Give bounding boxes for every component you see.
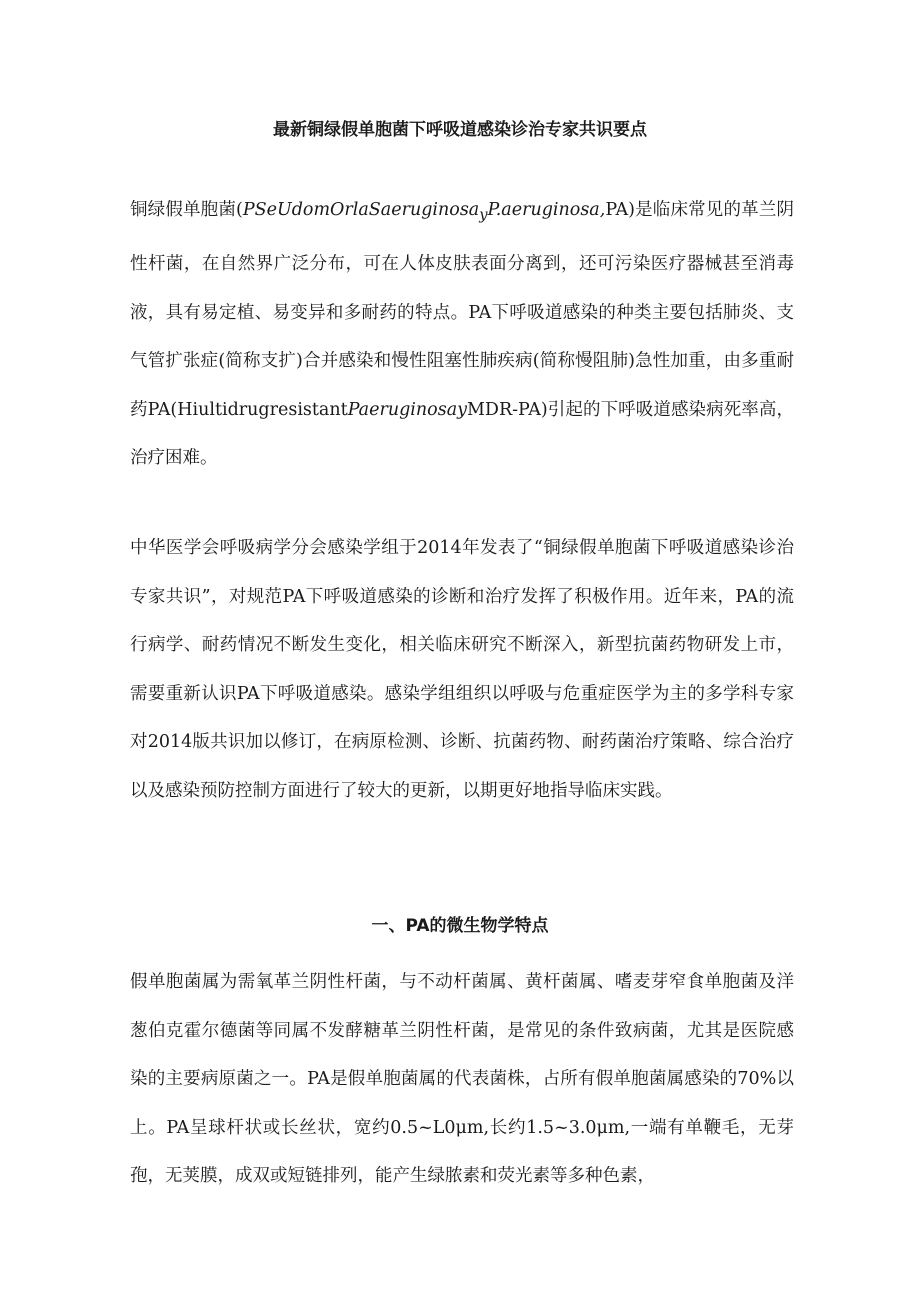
paragraph-background: 中华医学会呼吸病学分会感染学组于2014年发表了“铜绿假单胞菌下呼吸道感染诊治专家共识”，对规范PA下呼吸道感染的诊断和治疗发挥了积极作用。近年来，PA的流行病学、耐药情况不断发生变化，相关临床研究不断深入，新型抗菌药物研发上市，需要重新认识PA下呼吸道感染。感染学组组织以呼吸与危重症医学为主的多学科专家对2014版共识加以修订，在病原检测、诊断、抗菌药物、耐药菌治疗策略、综合治疗以及感染预防控制方面进行了较大的更新，以期更好地指导临床实践。 (130, 538, 794, 801)
section-heading-microbiology: 一、PA的微生物学特点 (371, 916, 549, 936)
paragraph-intro-end: MDR-PA)引起的下呼吸道感染病死率高，治疗困难。 (130, 399, 794, 469)
paragraph-intro (130, 186, 794, 483)
latin-name: PSeUdomOrlaSaeruginosa (242, 200, 480, 220)
paragraph-intro-body: PA)是临床常见的革兰阴性杆菌，在自然界广泛分布，可在人体皮肤表面分离到，还可污染医疗器械甚至消毒液，具有易定植、易变异和多耐药的特点。PA下呼吸道感染的种类主要包括肺炎、支气管扩张症(简称支扩)合并感染和慢性阻塞性肺疾病(简称慢阻肺)急性加重，由多重耐药PA(Hiultidrugresistant (130, 200, 794, 420)
latin-abbreviation: P.aeruginosa, (487, 200, 606, 220)
paragraph-microbiology: 假单胞菌属为需氧革兰阴性杆菌，与不动杆菌属、黄杆菌属、嗜麦芽窄食单胞菌及洋葱伯克霍尔德菌等同属不发酵糖革兰阴性杆菌，是常见的条件致病菌，尤其是医院感染的主要病原菌之一。PA是假单胞菌属的代表菌株，占所有假单胞菌属感染的70%以上。PA呈球杆状或长丝状，宽约0.5~L0μm,长约1.5~3.0μm,一端有单鞭毛，无芽孢，无荚膜，成双或短链排列，能产生绿脓素和荧光素等多种色素， (130, 972, 794, 1187)
latin-name-subscript: y (479, 206, 488, 224)
latin-name-mdr: Paeruginosay (347, 399, 468, 420)
paragraph-intro-prefix: 铜绿假单胞菌( (130, 200, 243, 220)
document-title: 最新铜绿假单胞菌下呼吸道感染诊治专家共识要点 (273, 120, 647, 140)
